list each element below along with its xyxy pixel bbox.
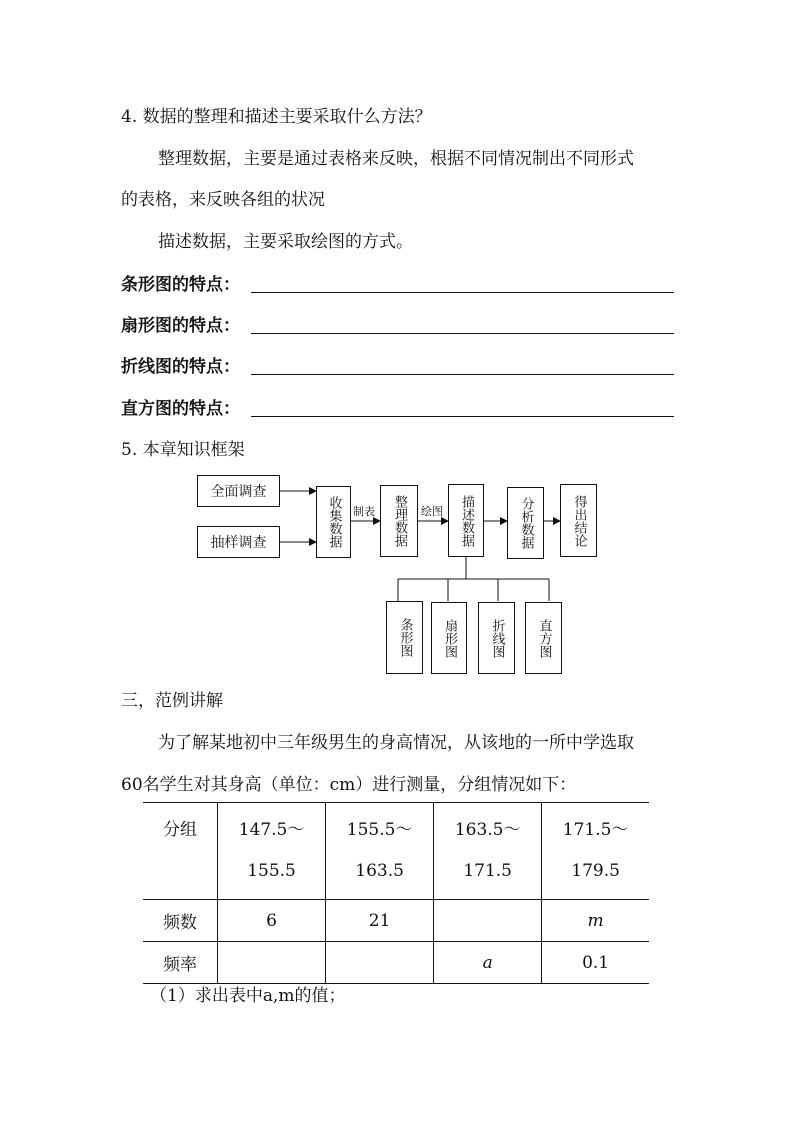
organize-paragraph-line2: 的表格，来反映各组的状况 bbox=[121, 190, 325, 210]
node-describe-data: 描述数据 bbox=[448, 484, 484, 557]
feature-label-bar: 条形图的特点： bbox=[121, 275, 240, 295]
section-3-title: 三，范例讲解 bbox=[121, 691, 223, 711]
rate-cell-3: a bbox=[434, 942, 542, 984]
node-collect-data: 收集数据 bbox=[316, 486, 351, 558]
label-draw: 绘图 bbox=[421, 505, 443, 518]
node-analyze-data: 分析数据 bbox=[507, 487, 544, 559]
frequency-cell-2: 21 bbox=[326, 900, 434, 942]
frequency-cell-1: 6 bbox=[218, 900, 326, 942]
group-4-bottom: 179.5 bbox=[571, 861, 620, 881]
feature-label-histogram: 直方图的特点： bbox=[121, 399, 240, 419]
node-conclude: 得出结论 bbox=[560, 484, 597, 557]
group-2-top: 155.5～ bbox=[346, 820, 413, 840]
row-header-rate: 频率 bbox=[143, 942, 218, 984]
node-line-chart: 折线图 bbox=[478, 602, 515, 674]
problem-line2: 60名学生对其身高（单位：cm）进行测量，分组情况如下： bbox=[121, 775, 577, 795]
frequency-cell-4: m bbox=[542, 900, 649, 942]
section-5-title: 5. 本章知识框架 bbox=[121, 440, 245, 460]
group-cell bbox=[542, 803, 649, 900]
node-sample-survey: 抽样调查 bbox=[197, 526, 280, 558]
group-1-bottom: 155.5 bbox=[247, 861, 296, 881]
table-row-rate bbox=[143, 942, 649, 984]
question-4: 4. 数据的整理和描述主要采取什么方法？ bbox=[121, 107, 432, 127]
node-bar-chart: 条形图 bbox=[386, 601, 423, 674]
problem-line1: 为了解某地初中三年级男生的身高情况，从该地的一所中学选取 bbox=[158, 733, 634, 753]
rate-cell-4: 0.1 bbox=[542, 942, 649, 984]
node-histogram: 直方图 bbox=[525, 602, 562, 674]
label-tabulate: 制表 bbox=[353, 505, 375, 518]
table-row-groups bbox=[143, 803, 649, 900]
group-1-top: 147.5～ bbox=[238, 820, 305, 840]
sub-question-1: （1）求出表中a,m的值； bbox=[150, 986, 346, 1006]
group-3-bottom: 171.5 bbox=[463, 861, 512, 881]
group-cell bbox=[218, 803, 326, 900]
table-row-frequency bbox=[143, 900, 649, 942]
rate-cell-1 bbox=[218, 942, 326, 984]
rate-cell-2 bbox=[326, 942, 434, 984]
feature-label-line: 折线图的特点： bbox=[121, 357, 240, 377]
describe-paragraph: 描述数据，主要采取绘图的方式。 bbox=[158, 232, 413, 252]
group-cell bbox=[326, 803, 434, 900]
node-full-survey: 全面调查 bbox=[197, 475, 280, 507]
group-3-top: 163.5～ bbox=[454, 820, 521, 840]
frequency-cell-3 bbox=[434, 900, 542, 942]
organize-paragraph-line1: 整理数据，主要是通过表格来反映，根据不同情况制出不同形式 bbox=[158, 149, 634, 169]
group-cell bbox=[434, 803, 542, 900]
group-2-bottom: 163.5 bbox=[355, 861, 404, 881]
frequency-table bbox=[143, 802, 649, 984]
feature-label-pie: 扇形图的特点： bbox=[121, 316, 240, 336]
row-header-frequency: 频数 bbox=[143, 900, 218, 942]
node-pie-chart: 扇形图 bbox=[431, 602, 467, 674]
node-organize-data: 整理数据 bbox=[380, 485, 418, 557]
row-header-groups: 分组 bbox=[163, 820, 197, 840]
group-4-top: 171.5～ bbox=[562, 820, 629, 840]
